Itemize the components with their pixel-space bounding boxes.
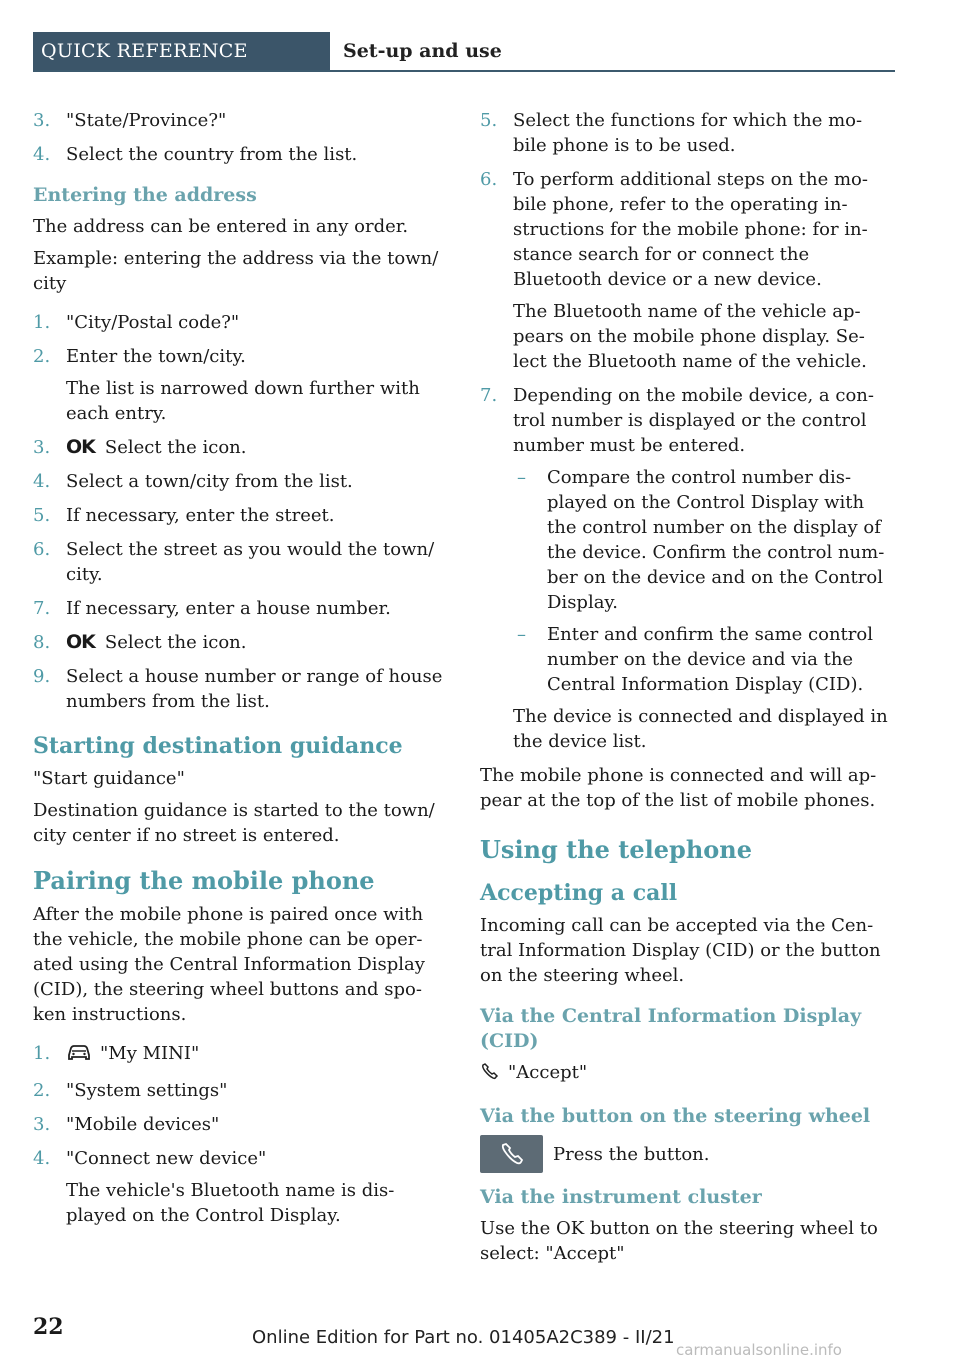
left-column	[33, 108, 453, 1237]
heading-via-cid: Via the Central Information Display (CID)	[480, 1005, 862, 1052]
chapter-title: Set-up and use	[343, 40, 502, 62]
page-header	[33, 32, 895, 72]
list-item: 3. "Mobile devices"	[33, 1114, 220, 1135]
dash-item: – Compare the control number dis- played on the Control Display with the control number on the display of the device. Confirm the control num- ber on the device and on the Control Display.	[517, 467, 885, 613]
list-pairing-steps-cont	[480, 108, 898, 754]
list-item: 6. Select the street as you would the town/ city.	[33, 539, 435, 585]
edition-note: Online Edition for Part no. 01405A2C389 - II/21	[252, 1327, 675, 1348]
paragraph: The address can be entered in any order.	[33, 216, 409, 237]
list-item: 5. Select the functions for which the mo- bile phone is to be used.	[480, 110, 863, 156]
list-item: 2. "System settings"	[33, 1080, 228, 1101]
list-item: 7. If necessary, enter a house number.	[33, 598, 391, 619]
list-item: 2. Enter the town/city. The list is narrowed down further with each entry.	[33, 346, 420, 424]
heading-entering-address: Entering the address	[33, 184, 257, 206]
list-item: 4. "Connect new device" The vehicle's Bluetooth name is dis- played on the Control Display.	[33, 1148, 395, 1226]
paragraph: Destination guidance is started to the town/ city center if no street is entered.	[33, 800, 435, 846]
list-item: 4. Select the country from the list.	[33, 144, 358, 165]
list-pairing-steps	[33, 1041, 453, 1228]
paragraph: Use the OK button on the steering wheel to select: "Accept"	[480, 1218, 878, 1264]
heading-using-telephone: Using the telephone	[480, 835, 753, 864]
right-column	[480, 108, 898, 1273]
list-item: 3. OK Select the icon.	[33, 436, 247, 458]
list-item: 5. If necessary, enter the street.	[33, 505, 335, 526]
list-item: 3. "State/Province?"	[33, 110, 227, 131]
heading-via-cluster: Via the instrument cluster	[480, 1186, 762, 1208]
list-country	[33, 108, 453, 167]
list-item: 1. "City/Postal code?"	[33, 312, 240, 333]
steering-phone-button-icon	[480, 1135, 543, 1173]
paragraph: "Accept"	[480, 1060, 898, 1088]
paragraph: The mobile phone is connected and will ap- pear at the top of the list of mobile phones.	[480, 765, 877, 811]
list-item: 4. Select a town/city from the list.	[33, 471, 353, 492]
heading-via-button: Via the button on the steering wheel	[480, 1105, 871, 1127]
heading-starting-guidance: Starting destination guidance	[33, 733, 403, 759]
page-number: 22	[33, 1314, 64, 1340]
list-item: 1. "My MINI"	[33, 1041, 453, 1069]
paragraph: After the mobile phone is paired once with the vehicle, the mobile phone can be oper- ated using the Central Information Display (CID), the steering wheel buttons and spo- ken instructions.	[33, 904, 425, 1025]
paragraph: Incoming call can be accepted via the Cen- tral Information Display (CID) or the button on the steering wheel.	[480, 915, 881, 986]
car-icon	[66, 1042, 92, 1069]
list-item: 8. OK Select the icon.	[33, 631, 247, 653]
list-address-steps	[33, 310, 453, 714]
dash-item: – Enter and confirm the same control number on the device and via the Central Information Display (CID).	[517, 624, 873, 695]
heading-pairing-phone: Pairing the mobile phone	[33, 866, 375, 895]
ok-icon: OK	[66, 631, 95, 653]
list-item: 6. To perform additional steps on the mo- bile phone, refer to the operating in- structions for the mobile phone: for in- stance search for or connect the Bluetooth device or a new device. The Bluetooth name of the vehicle ap- pears on the mobile phone display. Se- lect the Bluetooth name of the vehicle.	[480, 169, 868, 372]
paragraph: Example: entering the address via the town/ city	[33, 248, 439, 294]
button-row: Press the button.	[480, 1135, 898, 1173]
list-item: 7. Depending on the mobile device, a con- trol number is displayed or the control number must be entered. – Compare the control number dis- played on the Control Display with the control number on the display of the device. Confirm the control num- ber on the device and on the Control Display. – Enter and confirm the same control number on the device and via the Central Information Display (CID). The device is connected and displayed in the device list.	[480, 383, 898, 754]
list-item: 9. Select a house number or range of house numbers from the list.	[33, 666, 443, 712]
watermark: carmanualsonline.info	[676, 1341, 842, 1359]
phone-icon	[480, 1061, 500, 1088]
ok-icon: OK	[66, 436, 95, 458]
paragraph: "Start guidance"	[33, 768, 185, 789]
heading-accepting-call: Accepting a call	[480, 880, 678, 906]
section-tab: QUICK REFERENCE	[33, 32, 330, 70]
